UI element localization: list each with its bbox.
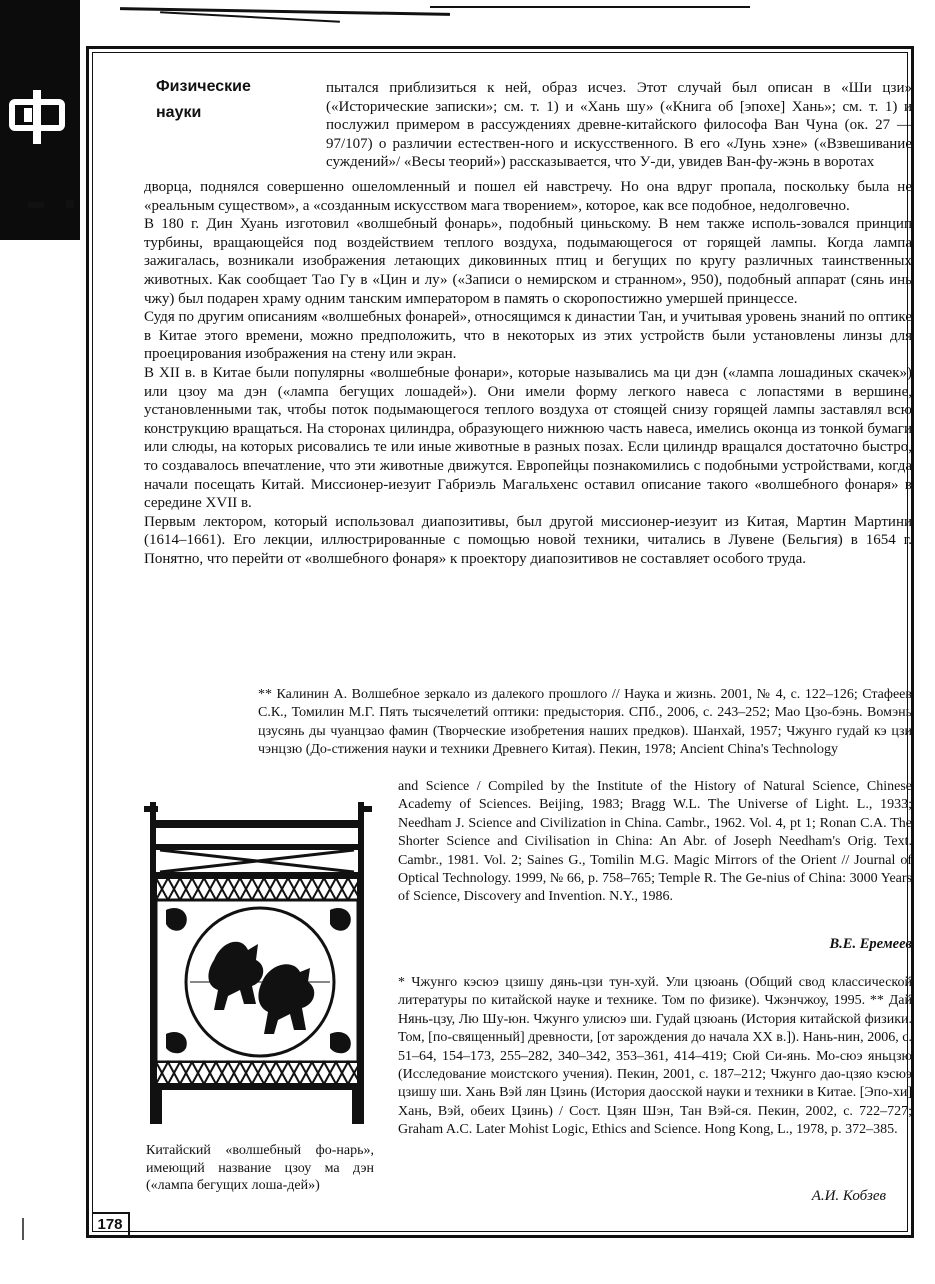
paragraph-1-rest: дворца, поднялся совершенно ошеломленный и пошел ей навстречу. Но она вдруг пропала, поскольку была не «реальным существом», а «созданным искусством мага творением», которое, как все подобное, недолговечно. — [144, 179, 912, 214]
body-column — [144, 178, 912, 568]
section-label-line1: Физические — [156, 78, 251, 95]
author-kobzev: А.И. Кобзев — [811, 1188, 886, 1204]
scan-artifact-mark — [66, 200, 74, 208]
scan-artifact-line — [430, 6, 750, 8]
author-eremeev: В.Е. Еремеев — [829, 936, 912, 952]
magic-lantern-illustration — [144, 800, 376, 1126]
paragraph-3: Судя по другим описаниям «волшебных фонарей», относящимся к династии Тан, и учитывая уровень знаний по оптике в Китае этого времени, можно предположить, что в некоторых из этих устройств были установлены линзы для проецирования изображения на стену или экран. — [144, 309, 912, 363]
scan-artifact-mark — [28, 202, 44, 208]
paragraph-2: В 180 г. Дин Хуань изготовил «волшебный фонарь», подобный циньскому. В нем также исполь-зовался принцип турбины, вращающейся под воздействием теплого воздуха, подымающегося от горящей лампы. Когда лампа зажигалась, возникали изображения летающих диковинных птиц и бегущих по кругу различных таинственных животных. Как сообщает Тао Гу в «Цин и лу» («Записи о немирском и странном», 950), подобный аппарат (сянь инь чжу) был подарен храму одним танским императором в память о скоропостижно умершей принцессе. — [144, 216, 912, 307]
illustration-caption: Китайский «волшебный фо-нарь», имеющий название цзоу ма дэн («лампа бегущих лоша-дей») — [146, 1143, 374, 1194]
section-label-line2: науки — [156, 104, 202, 121]
references-1-rest: and Science / Compiled by the Institute of the History of Natural Science, Chinese Academy of Sciences. Beijing, 1983; Bragg W.L. The Universe of Light. L., 1933; Needham J. Science and Civilization in China. Cambr., 1962. Vol. 4, pt 1; Ronan C.A. The Shorter Science and Civilisation in China: An Abr. of Joseph Needham's Orig. Text. Cambr., 1981. Vol. 2; Saines G., Tomilin M.G. Magic Mirrors of the Orient // Journal of Optical Technology. 1999, № 66, p. 758–765; Temple R. The Ge-nius of China: 3000 Years of Science, Discovery and Invention. N.Y., 1986. — [398, 779, 912, 905]
references-1-lead: ** Калинин А. Волшебное зеркало из далекого прошлого // Наука и жизнь. 2001, № 4, с. 122–126; Стафеев С.К., Томилин М.Г. Пять тысячелетий оптики: предыстория. СПб., 2006, с. 243–252; Мао Цзо-бэнь. Вомэнь цзусянь ды чуанцзао фамин (Творческие изобретения наших предков). Шанхай, 1957; Чжунго гудай кэ цзи чэнцзю (До-стижения науки и техники Древнего Китая). Пекин, 1978; Ancient China's Technology — [258, 687, 912, 758]
page-number: 178 — [92, 1212, 130, 1236]
physics-section-icon — [6, 86, 68, 148]
scan-artifact-mark — [22, 1218, 24, 1240]
paragraph-5: Первым лектором, который использовал диапозитивы, был другой миссионер-иезуит из Китая, Мартин Мартини (1614–1661). Его лекции, иллюстрированные с помощью новой техники, читались в Лувене (Бельгия) в 1654 г. Понятно, что перейти от «волшебного фонаря» к проектору диапозитивов не составляет особого труда. — [144, 513, 912, 567]
section-label — [156, 74, 306, 126]
paragraph-1-top: пытался приблизиться к ней, образ исчез. Этот случай был описан в «Ши цзи» («Исторические записки»; см. т. 1) и «Хань шу» («Книга об [эпохе] Хань»; см. т. 1) и послужил примером в рассуждениях древне-китайского философа Ван Чуна (ок. 27 — 97/107) о различии естествен-ного и искусственного. В его «Лунь хэне» («Взвешивание суждений»/ «Весы теорий») рассказывается, что У-ди, увидев Ван-фу-жэнь в воротах — [326, 80, 912, 171]
references-2: * Чжунго кэсюэ цзишу дянь-цзи тун-хуй. Ули цзюань (Общий свод классической литературы по китайской науке и технике. Том по физике). Чжэнчжоу, 1995. ** Дай Нянь-цзу, Лю Шу-юн. Чжунго улисюэ ши. Гудай цзюань (История китайской физики. Том, [по-священный] древности, [от зарождения до начала XX в.]). Нань-нин, 2006, с. 51–64, 154–173, 255–282, 340–342, 353–361, 414–419; Сюй Си-янь. Мо-сюэ яньцзю (Исследование моистского учения). Пекин, 2001, с. 187–212; Чжунго дао-цзяо кэсюэ цзишу ши. Хань Вэй лян Цзинь (История даосской науки и техники в Китае. [Эпо-хи] Хань, Вэй, обеих Цзинь) / Сост. Цзян Шэн, Тан Вэй-ся. Пекин, 2002, с. 722–727; Graham A.C. Later Mohist Logic, Ethics and Science. Hong Kong, L., 1978, p. 372–385. — [398, 975, 912, 1138]
paragraph-4: В XII в. в Китае были популярны «волшебные фонари», которые назывались ма ци дэн («лампа лошадиных скачек») или цзоу ма дэн («лампа бегущих лошадей»). Они имели форму легкого навеса с лопастями в вершине, установленными так, чтобы поток подымающегося теплого воздуха от стоящей снизу горящей лампы заставлял всю конструкцию вращаться. На сторонах цилиндра, образующего нижнюю часть навеса, имелись оконца из тонкой бумаги или слюды, на которых рисовались те или иные животные в разных позах. Если цилиндр вращался достаточно быстро, то создавалось впечатление, что эти животные движутся. Европейцы познакомились с подобными устройствами, когда начали посещать Китай. Миссионер-иезуит Габриэль Магальхенс оставил описание такого «волшебного фонаря» в середине XVII в. — [144, 364, 912, 512]
